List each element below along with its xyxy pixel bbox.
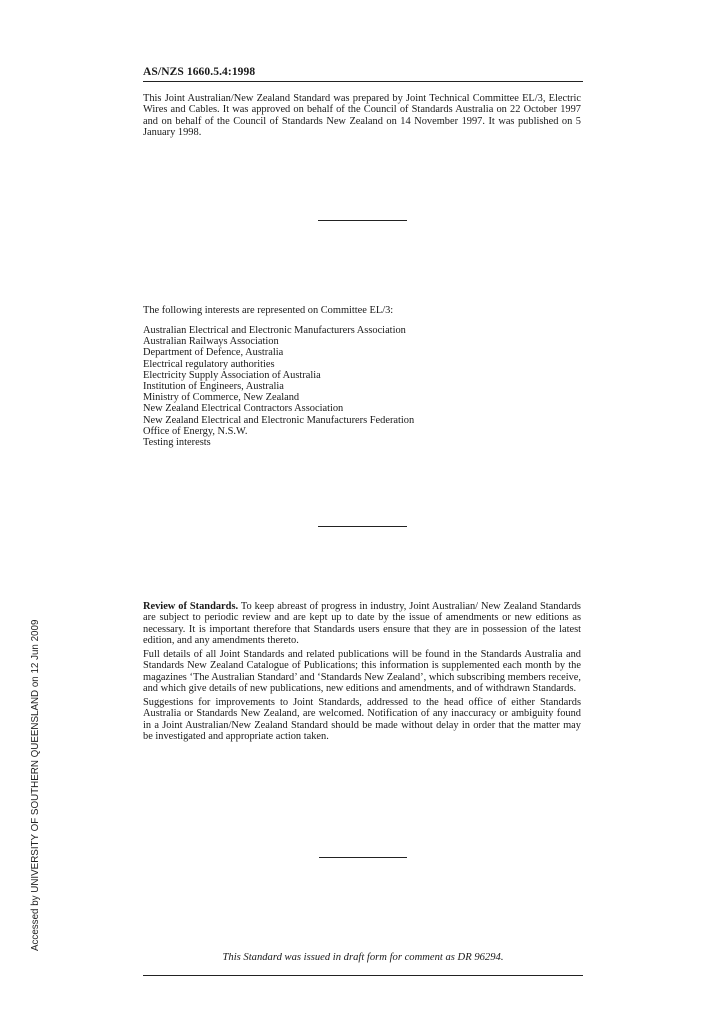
interest-item: Electricity Supply Association of Australia — [143, 369, 321, 381]
intro-paragraph: This Joint Australian/New Zealand Standard was prepared by Joint Technical Committee EL/3, Electric Wires and Cables. It was approved on behalf of the Council of Standards Australia on 22 October 1997 and on behalf of the Council of Standards New Zealand on 14 November 1997. It was published on 5 January 1998. — [143, 93, 581, 138]
interest-item: New Zealand Electrical and Electronic Manufacturers Federation — [143, 414, 415, 426]
section-divider — [318, 526, 407, 527]
interest-item: Department of Defence, Australia — [143, 347, 284, 359]
interest-item: Institution of Engineers, Australia — [143, 381, 284, 393]
interest-item: Testing interests — [143, 437, 211, 449]
review-title: Review of Standards. — [143, 601, 239, 612]
draft-note: This Standard was issued in draft form for comment as DR 96294. — [222, 952, 504, 963]
interest-item: New Zealand Electrical Contractors Association — [143, 403, 344, 415]
footer-rule — [143, 975, 583, 976]
interest-item: Ministry of Commerce, New Zealand — [143, 392, 300, 404]
header-rule — [143, 81, 583, 82]
committee-heading: The following interests are represented on Committee EL/3: — [143, 305, 394, 316]
access-watermark: Accessed by UNIVERSITY OF SOUTHERN QUEENSLAND on 12 Jun 2009 — [30, 619, 41, 951]
review-paragraph-1 — [143, 601, 581, 646]
section-divider — [318, 220, 407, 221]
review-text-1: To keep abreast of progress in industry, Joint Australian/ New Zealand Standards are subject to periodic review and are kept up to date by the issue of amendments or new editions as necessary. It is important therefore that Standards users ensure that they are in possession of the latest edition, and any amendments thereto. — [143, 601, 581, 646]
interest-item: Australian Electrical and Electronic Manufacturers Association — [143, 325, 406, 336]
committee-interests-list — [143, 325, 414, 448]
interest-item: Electrical regulatory authorities — [143, 358, 275, 370]
review-paragraph-2: Full details of all Joint Standards and related publications will be found in the Standards Australia and Standards New Zealand Catalogue of Publications; this information is supplemented each month by the magazines ‘The Australian Standard’ and ‘Standards New Zealand’, which subscribing members receive, and which give details of new publications, new editions and amendments, and of withdrawn Standards. — [143, 649, 581, 694]
interest-item: Office of Energy, N.S.W. — [143, 425, 248, 437]
section-divider — [319, 857, 407, 858]
interest-item: Australian Railways Association — [143, 336, 279, 348]
standard-code: AS/NZS 1660.5.4:1998 — [143, 66, 256, 78]
review-paragraph-3: Suggestions for improvements to Joint Standards, addressed to the head office of either Standards Australia or Standards New Zealand, are welcomed. Notification of any inaccuracy or ambiguity found in a Joint Australian/New Zealand Standard should be made without delay in order that the matter may be investigated and appropriate action taken. — [143, 697, 581, 742]
